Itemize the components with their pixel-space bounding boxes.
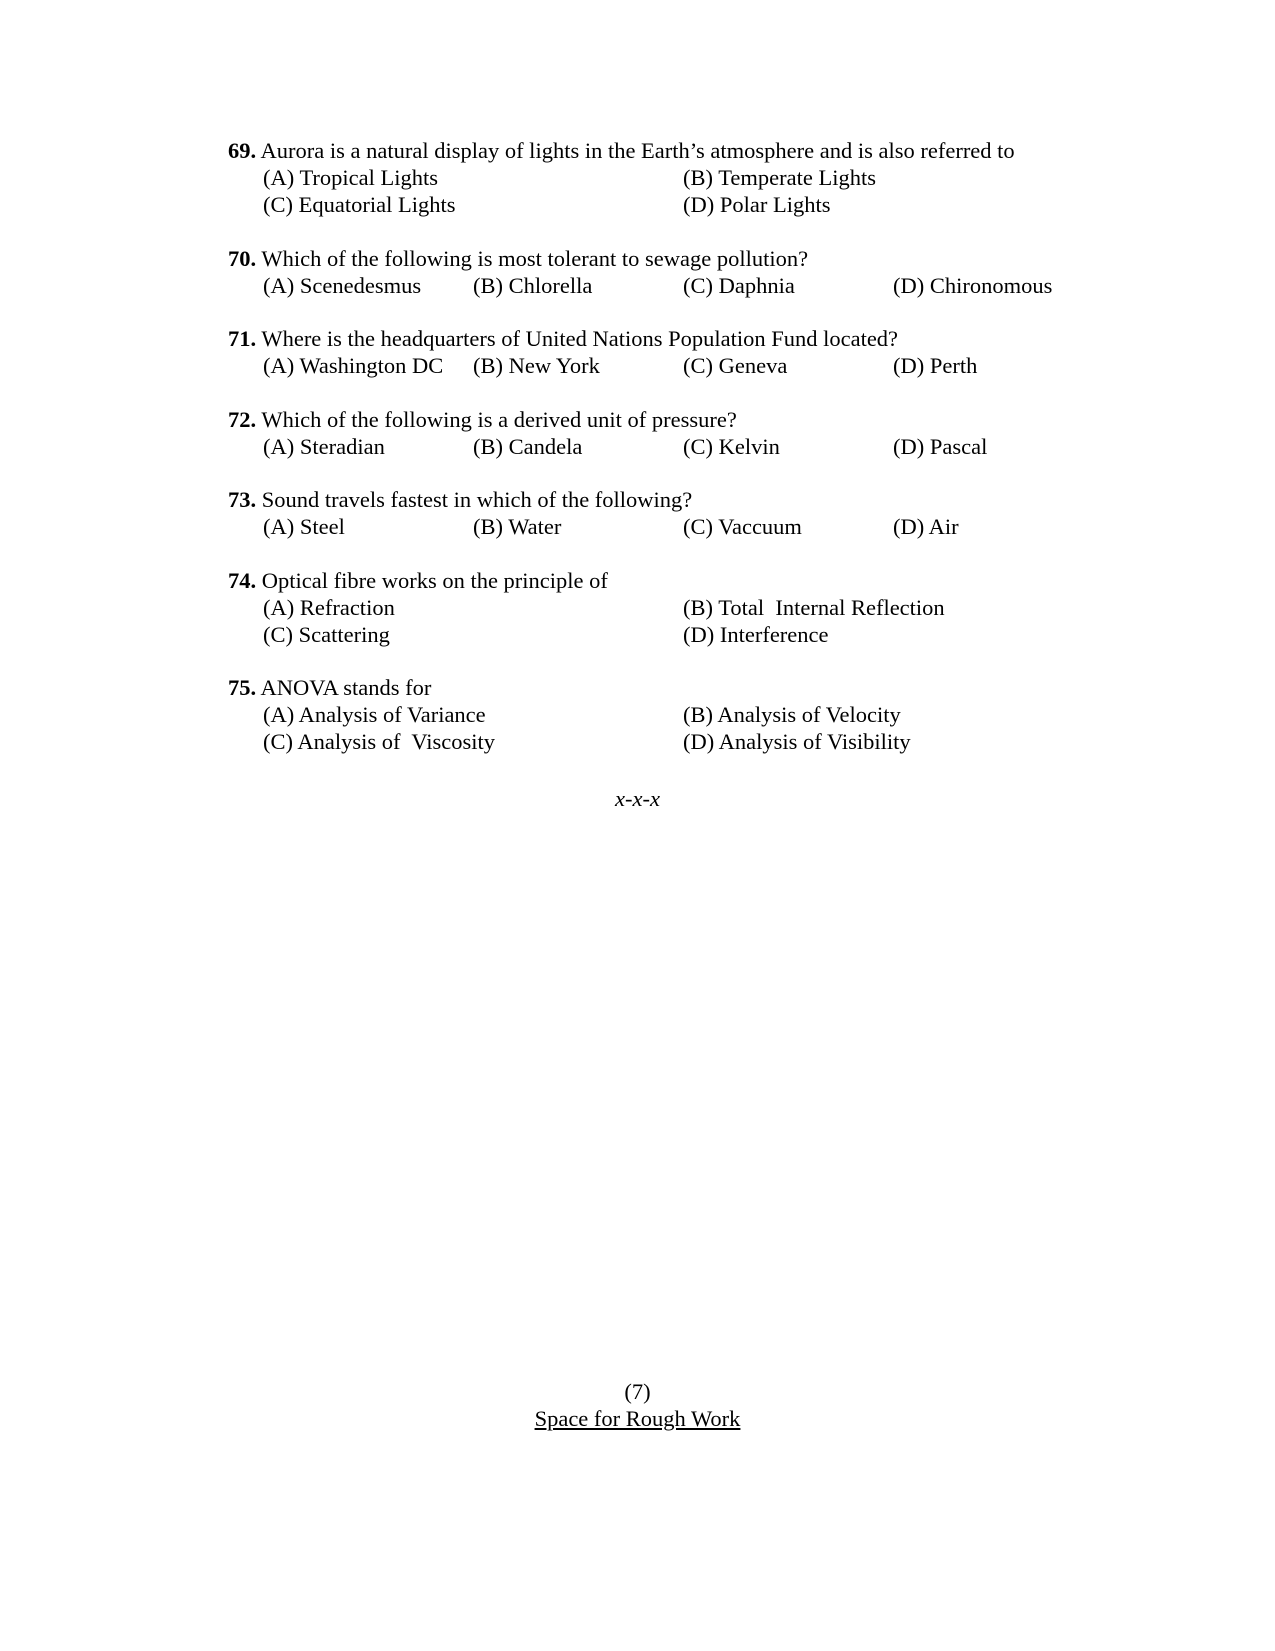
option-d: (D) Pascal — [893, 433, 988, 459]
rough-work-label: Space for Rough Work — [534, 1406, 741, 1431]
options-list — [263, 352, 1128, 379]
question-number: 73. — [228, 487, 257, 512]
question-text: Where is the headquarters of United Nations Population Fund located? — [261, 326, 899, 351]
question-number: 70. — [228, 245, 257, 271]
question-list — [228, 137, 1128, 782]
question-number: 74. — [228, 567, 257, 593]
options-list — [263, 164, 1128, 218]
option-a: (A) Steradian — [263, 433, 385, 459]
options-list — [263, 272, 1128, 299]
option-b: (B) Candela — [473, 433, 583, 459]
option-a: (A) Scenedesmus — [263, 272, 422, 298]
option-b: (B) Water — [473, 514, 562, 539]
question-69 — [228, 137, 1128, 218]
question-71 — [228, 325, 1128, 379]
option-b: (B) Analysis of Velocity — [683, 702, 901, 727]
option-a: (A) Washington DC — [263, 353, 444, 378]
question-73 — [228, 486, 1128, 540]
option-c: (C) Vaccuum — [683, 514, 802, 539]
question-text: Sound travels fastest in which of the following? — [261, 487, 693, 512]
question-line — [228, 406, 1128, 433]
question-line — [228, 325, 1128, 352]
option-d: (D) Interference — [683, 621, 829, 647]
question-text: Which of the following is most tolerant to sewage pollution? — [261, 245, 809, 271]
option-c: (C) Equatorial Lights — [263, 192, 456, 217]
option-d: (D) Air — [893, 514, 959, 539]
question-number: 71. — [228, 326, 257, 351]
options-list — [263, 513, 1128, 540]
option-d: (D) Analysis of Visibility — [683, 729, 911, 754]
question-number: 72. — [228, 406, 257, 432]
question-line — [228, 137, 1128, 164]
question-text: Aurora is a natural display of lights in the Earth’s atmosphere and is also referred to — [260, 138, 1015, 163]
question-line — [228, 245, 1128, 272]
option-a: (A) Steel — [263, 514, 345, 539]
option-c: (C) Analysis of Viscosity — [263, 729, 495, 754]
option-d: (D) Perth — [893, 353, 978, 378]
question-line — [228, 486, 1128, 513]
question-75 — [228, 674, 1128, 755]
options-list — [263, 433, 1128, 460]
question-text: Optical fibre works on the principle of — [261, 567, 608, 593]
option-b: (B) Temperate Lights — [683, 165, 876, 190]
option-a: (A) Refraction — [263, 594, 395, 620]
page-number: (7) — [624, 1379, 651, 1404]
question-70 — [228, 245, 1128, 299]
question-74 — [228, 567, 1128, 648]
option-d: (D) Polar Lights — [683, 192, 831, 217]
option-c: (C) Scattering — [263, 621, 390, 647]
option-a: (A) Analysis of Variance — [263, 702, 486, 727]
option-a: (A) Tropical Lights — [263, 165, 439, 190]
option-c: (C) Kelvin — [683, 433, 780, 459]
question-number: 75. — [228, 675, 257, 700]
options-list — [263, 701, 1128, 755]
question-line — [228, 674, 1128, 701]
question-text: ANOVA stands for — [260, 675, 432, 700]
option-d: (D) Chironomous — [893, 272, 1053, 298]
question-number: 69. — [228, 138, 257, 163]
question-text: Which of the following is a derived unit of pressure? — [261, 406, 737, 432]
option-b: (B) New York — [473, 353, 600, 378]
option-b: (B) Chlorella — [473, 272, 593, 298]
question-72 — [228, 406, 1128, 460]
option-c: (C) Daphnia — [683, 272, 795, 298]
option-c: (C) Geneva — [683, 353, 788, 378]
question-line — [228, 567, 1128, 594]
page-footer — [0, 1378, 1275, 1432]
options-list — [263, 594, 1128, 648]
end-mark: x-x-x — [615, 786, 660, 811]
option-b: (B) Total Internal Reflection — [683, 594, 945, 620]
